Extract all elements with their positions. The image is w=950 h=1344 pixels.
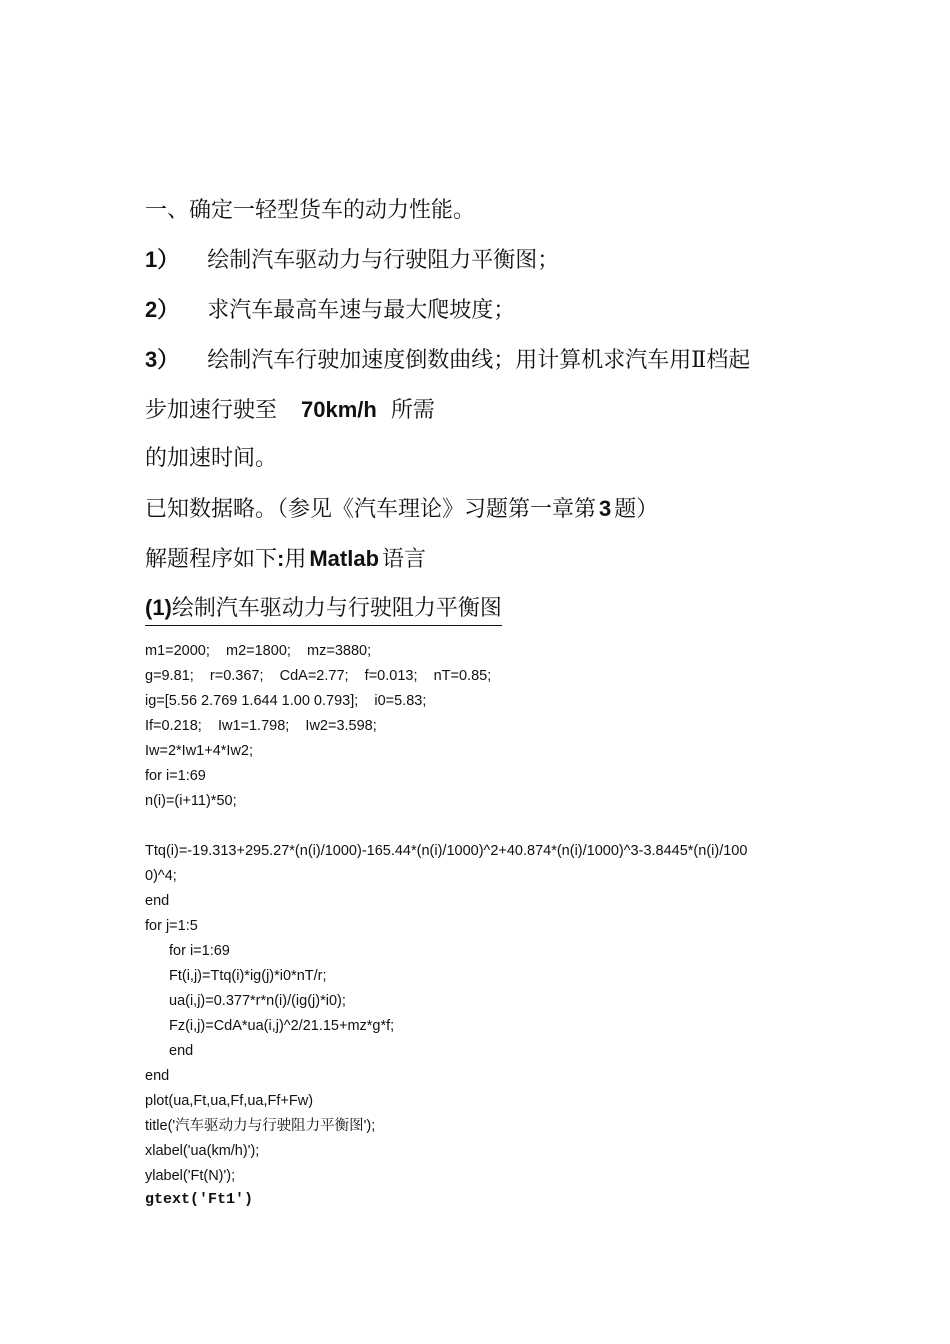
list-item bbox=[145, 345, 750, 376]
list-item bbox=[145, 245, 559, 276]
code-line: end bbox=[145, 893, 170, 909]
code-line: for i=1:69 bbox=[145, 768, 206, 784]
code-line: title('汽车驱动力与行驶阻力平衡图'); bbox=[145, 1118, 376, 1134]
code-line: plot(ua,Ft,ua,Ff,ua,Ff+Fw) bbox=[145, 1093, 314, 1109]
code-line: for i=1:69 bbox=[169, 943, 230, 959]
section-number: (1) bbox=[145, 595, 172, 620]
item-continuation: 的加速时间。 bbox=[145, 446, 278, 471]
item-marker: 1） bbox=[145, 247, 180, 272]
document-title: 一、确定一轻型货车的动力性能。 bbox=[145, 198, 476, 223]
item-continuation bbox=[145, 395, 435, 426]
language-name: Matlab bbox=[309, 546, 380, 571]
item-marker: 2） bbox=[145, 297, 180, 322]
note-text: 题） bbox=[614, 497, 659, 522]
code-line: end bbox=[169, 1043, 194, 1059]
code-line: end bbox=[145, 1068, 170, 1084]
item-text: 绘制汽车行驶加速度倒数曲线；用计算机求汽车用Ⅱ档起 bbox=[207, 348, 751, 373]
continuation-text: 所需 bbox=[390, 398, 435, 423]
code-line: xlabel('ua(km/h)'); bbox=[145, 1143, 260, 1159]
code-line: ig=[5.56 2.769 1.644 1.00 0.793]; i0=5.83; bbox=[145, 693, 427, 709]
code-line: for j=1:5 bbox=[145, 918, 198, 934]
item-text: 求汽车最高车速与最大爬坡度； bbox=[207, 298, 516, 323]
code-line: Iw=2*Iw1+4*Iw2; bbox=[145, 743, 254, 759]
code-line: Ft(i,j)=Ttq(i)*ig(j)*i0*nT/r; bbox=[169, 968, 327, 984]
item-text: 绘制汽车驱动力与行驶阻力平衡图； bbox=[207, 248, 560, 273]
code-line: If=0.218; Iw1=1.798; Iw2=3.598; bbox=[145, 718, 377, 734]
speed-value: 70km/h bbox=[301, 397, 377, 422]
code-line: Fz(i,j)=CdA*ua(i,j)^2/21.15+mz*g*f; bbox=[169, 1018, 395, 1034]
code-line: n(i)=(i+11)*50; bbox=[145, 793, 237, 809]
code-line: 0)^4; bbox=[145, 868, 177, 884]
item-marker: 3） bbox=[145, 347, 180, 372]
code-line: ua(i,j)=0.377*r*n(i)/(ig(j)*i0); bbox=[169, 993, 346, 1009]
intro-text: 语言 bbox=[382, 547, 427, 572]
code-line: gtext('Ft1') bbox=[145, 1191, 254, 1208]
intro-text: 解题程序如下 bbox=[145, 547, 278, 572]
list-item bbox=[145, 295, 515, 326]
program-intro bbox=[145, 544, 426, 575]
code-line: ylabel('Ft(N)'); bbox=[145, 1168, 236, 1184]
intro-colon: : bbox=[277, 546, 285, 571]
note-text: 已知数据略。（参见《汽车理论》习题第一章第 bbox=[145, 497, 597, 522]
continuation-text: 步加速行驶至 bbox=[145, 398, 278, 423]
intro-text: 用 bbox=[284, 547, 307, 572]
code-line: Ttq(i)=-19.313+295.27*(n(i)/1000)-165.44*(n(i)/1000)^2+40.874*(n(i)/1000)^3-3.8445*(n(i)/100 bbox=[145, 843, 748, 859]
code-line: g=9.81; r=0.367; CdA=2.77; f=0.013; nT=0.85; bbox=[145, 668, 492, 684]
section-heading bbox=[145, 593, 502, 626]
code-line: m1=2000; m2=1800; mz=3880; bbox=[145, 643, 372, 659]
chapter-number: 3 bbox=[599, 496, 612, 521]
known-data-note bbox=[145, 494, 658, 525]
section-title: 绘制汽车驱动力与行驶阻力平衡图 bbox=[171, 596, 502, 621]
